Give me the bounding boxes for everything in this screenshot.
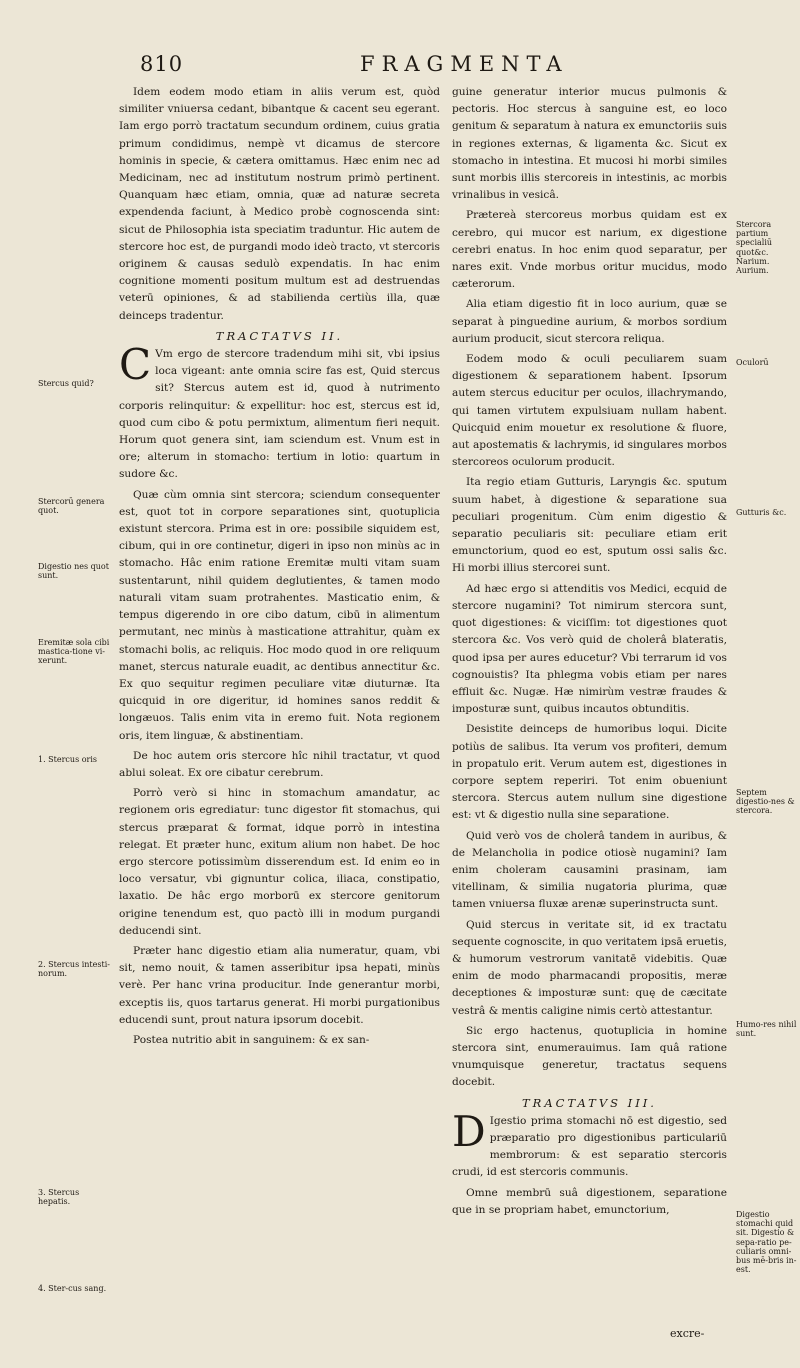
page-number: 810 bbox=[140, 52, 184, 76]
margin-note: Septem digestio-nes & stercora. bbox=[736, 788, 795, 816]
margin-note: 3. Stercus hepatis. bbox=[38, 1188, 80, 1207]
margin-note: Oculorū bbox=[736, 358, 769, 367]
margin-note: Gutturis &c. bbox=[736, 508, 787, 517]
left-paragraph-4: De hoc autem oris stercore hîc nihil tractatur, vt quod ablui soleat. Ex ore cibatur cerebrum. bbox=[119, 749, 440, 779]
left-paragraph-2 bbox=[119, 340, 440, 484]
left-paragraph-6: Præter hanc digestio etiam alia numeratur, quam, vbi sit, nemo nouit, & tamen asseribitur ipsa hepati, minùs verè. Per hanc vrina producitur. Inde generantur morbi, exceptis iis, quos tartarus generat. Hi morbi purgationibus educendi sunt, prout natura ipsorum docebit. bbox=[119, 944, 440, 1026]
margin-note: Digestio stomachi quid sit. Digestio & sepa-ratio pe-culiaris omni-bus mē-bris in-est. bbox=[736, 1210, 797, 1275]
margin-note: Stercus quid? bbox=[38, 379, 94, 388]
right-paragraph-8: Quid verò vos de cholerâ tandem in auribus, & de Melancholia in podice otiosè nugamini? Iam enim choleram causamini prasinam, iam vitellinam, & similia nugatoria plurima, quæ tamen vniuersa fluxæ arenæ superinstructa sunt. bbox=[452, 829, 727, 911]
drop-cap: C bbox=[119, 340, 152, 390]
running-title: FRAGMENTA bbox=[360, 52, 569, 76]
left-paragraph-5: Porrò verò si hinc in stomachum amandatur, ac regionem oris egrediatur: tunc digestor fit stomachus, qui stercus præparat & format, idque porrò in intestina relegat. Et præter hunc, exitum alium non habet. De hoc ergo stercore potissimùm disserendum est. Id enim eo in loco versatur, vbi gignuntur colica, iliaca, constipatio, laxatio. De hâc ergo morborū ex stercore genitorum origine tenendum est, quo pactò illi in modum purgandi deducendi sint. bbox=[119, 787, 440, 937]
tractatus-2-title: TRACTATVS II. bbox=[215, 328, 344, 343]
right-paragraph-6: Ad hæc ergo si attenditis vos Medici, ecquid de stercore nugamini? Tot nimirum stercora sunt, quot digestiones: & viciſſim: tot digestiones quot stercora &c. Vos verò quid de cholerâ blateratis, quod ipsa per aures educetur? Vbi terrarum id vos cognouistis? Ita phlegma vobis etiam per nares effluit &c. Nugæ. Hæ nimirùm vestræ fraudes & imposturæ sunt, quibus incautos obtunditis. bbox=[452, 582, 727, 716]
right-paragraph-7: Desistite deinceps de humoribus loqui. Dicite potiùs de salibus. Ita verum vos profiteri, demum in propatulo erit. Verum autem est, digestiones in corpore septem reperiri. Tot enim obueniunt stercora. Stercus autem nullum sine digestione est: vt & digestio nulla sine separatione. bbox=[452, 723, 727, 822]
margin-note: Eremitæ sola cibi mastica-tione vi-xerunt. bbox=[38, 638, 110, 666]
tractatus-3-title: TRACTATVS III. bbox=[522, 1095, 657, 1110]
right-paragraph-9: Quid stercus in veritate sit, id ex tractatu sequente cognoscite, in quo veritatem ipsā eruetis, & humorum vestrorum vanitatē videbitis. Quæ enim de modo pharmacandi propositis, meræ deceptiones & imposturæ sunt: quę de cæcitate vestrâ & mentis caligine nimis certò attestantur. bbox=[452, 918, 727, 1017]
right-paragraph-3: Alia etiam digestio fit in loco aurium, quæ se separat à pinguedine aurium, & morbos sordium aurium producit, sicut stercora reliqua. bbox=[452, 298, 727, 345]
right-paragraph-12: Omne membrū suâ digestionem, separatione que in se propriam habet, emunctorium, bbox=[452, 1186, 727, 1216]
right-paragraph-5: Ita regio etiam Gutturis, Laryngis &c. sputum suum habet, à digestione & separatione sua peculiari progenitum. Cùm enim digestio & separatio peculiaris sit: peculiare etiam erit emunctorium, quod eo est, sputum ossi salis &c. Hi morbi illius stercorei sunt. bbox=[452, 476, 727, 575]
margin-note: Digestio nes quot sunt. bbox=[38, 562, 109, 581]
margin-note: 2. Stercus intesti-norum. bbox=[38, 960, 110, 979]
margin-note: 4. Ster-cus sang. bbox=[38, 1284, 107, 1293]
right-paragraph-2: Prætereà stercoreus morbus quidam est ex cerebro, qui mucor est narium, ex digestione cerebri enatus. In hoc enim quod separatur, per nares exit. Vnde morbus oritur mucidus, modo cæterorum. bbox=[452, 209, 727, 291]
right-paragraph-11-text: Igestio prima stomachi nō est digestio, sed præparatio pro digestionibus particulariū membrorum: & est separatio stercoris crudi, id est stercoris communis. bbox=[452, 1114, 727, 1179]
right-paragraph-1: guine generatur interior mucus pulmonis & pectoris. Hoc stercus à sanguine est, eo loco genitum & separatum à natura ex emunctoriis suis in regiones externas, & ligamenta &c. Sicut ex stomacho in intestina. Et mucosi hi morbi similes sunt morbis illis stercoreis in intestinis, ac morbis vrinalibus in vesicâ. bbox=[452, 86, 727, 202]
margin-note: 1. Stercus oris bbox=[38, 755, 98, 764]
right-column bbox=[452, 84, 727, 1354]
right-paragraph-4: Eodem modo & oculi peculiarem suam digestionem & separationem habent. Ipsorum autem stercus educitur per oculos, illachrymando, qui tamen virtutem expulsiuam nullam habent. Quicquid enim mouetur ex resolutione & fluore, aut apostematis & lachrymis, id singulares morbos stercoreos oculorum producit. bbox=[452, 353, 727, 469]
left-paragraph-2-text: Vm ergo de stercore tradendum mihi sit, vbi ipsius loca vigeant: ante omnia scire fas est, Quid stercus sit? Stercus autem est id, quod à nutrimento corporis relinquitur: & expellitur: hoc est, stercus est id, quod cum cibo & potu permixtum, alimentum fieri nequit. Horum quot genera sint, iam sciendum est. Vnum est in ore; alterum in stomacho: tertium in lotio: quartum in sudore &c. bbox=[119, 348, 440, 481]
right-paragraph-10: Sic ergo hactenus, quotuplicia in homine stercora sint, enumerauimus. Iam quâ ratione vnumquisque generetur, tractatus sequens docebit. bbox=[452, 1024, 727, 1089]
margin-note: Humo-res nihil sunt. bbox=[736, 1020, 797, 1039]
margin-note: Stercorū genera quot. bbox=[38, 497, 105, 516]
right-paragraph-11 bbox=[452, 1106, 727, 1182]
left-paragraph-3: Quæ cùm omnia sint stercora; sciendum consequenter est, quot tot in corpore separationes sint, quotuplicia existunt stercora. Prima est in ore: possibile siquidem est, cibum, qui in ore continetur, digeri in ipso non minùs ac in stomacho. Hâc enim ratione Eremitæ multi vitam suam sustentarunt, nihil quidem deglutientes, & tamen modo naturali vitam suam protrahentes. Masticatio enim, & tempus digerendo in ore cibo datum, cibū in alimentum permutant, nec minùs à masticatione attrahitur, quàm ex stomachi bolis, ac reliquis. Hoc modo quod in ore reliquum manet, stercus naturale euadit, ac dentibus annectitur &c. Ex quo sequitur regimen peculiare vitæ diuturnæ. Ita quicquid in ore digeritur, id homines sanos reddit & longæuos. Talis enim vita in eremo fuit. Nota regionem oris, item linguæ, & abstinentiam. bbox=[119, 488, 440, 742]
catchword: excre- bbox=[670, 1327, 705, 1340]
margin-note: Stercora partium specialiū quot&c. Narium. Aurium. bbox=[736, 220, 773, 276]
drop-cap: D bbox=[452, 1106, 486, 1156]
left-paragraph-1: Idem eodem modo etiam in aliis verum est, quòd similiter vniuersa cedant, bibantque & cacent seu egerant. Iam ergo porrò tractatum secundum ordinem, cuius gratia primum condidimus, nempè vt dicamus de stercore hominis in specie, & cætera omittamus. Hæc enim nec ad Medicinam, nec ad institutum nostrum primò pertinent. Quanquam hæc etiam, omnia, quæ ad naturæ secreta expendenda faciunt, à Medico probè cognoscenda sint: sicut de Philosophia ista speciatim traduntur. Hic autem de stercore hoc est, de purgandi modo ideò tracto, vt stercoris originem & causas sedulò expendatis. In hac enim cognitione momenti positum multum est ad destruendas veterū opiniones, & ad stabilienda certiùs illa, quæ deinceps tradentur. bbox=[119, 86, 440, 322]
left-column bbox=[119, 84, 440, 1354]
left-paragraph-7: Postea nutritio abit in sanguinem: & ex san- bbox=[133, 1033, 370, 1046]
